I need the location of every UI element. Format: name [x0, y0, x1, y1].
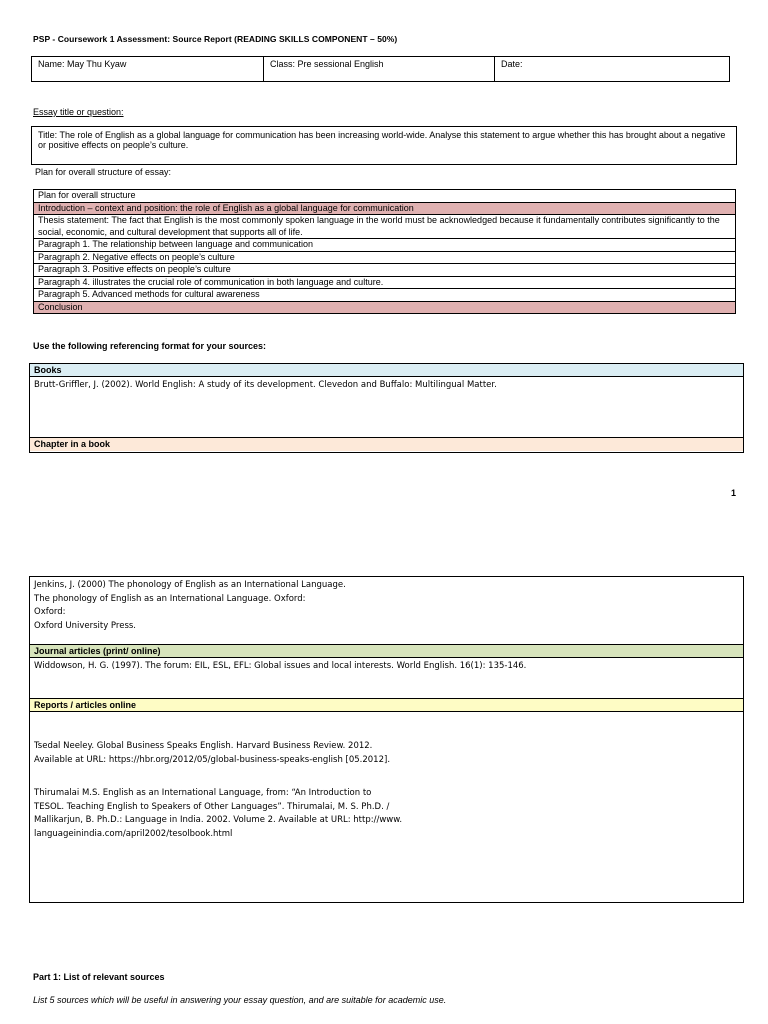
journal-entry: Widdowson, H. G. (1997). The forum: EIL, ESL, EFL: Global issues and local interests. World English. 16(1): 135-146.: [30, 658, 743, 699]
plan-row: [34, 276, 736, 289]
essay-title-box: [31, 126, 737, 165]
plan-cell: Thesis statement: The fact that English is the most commonly spoken language in the world must be acknowledged because it fundamentally contributes significantly to the social, economic, and cultural development that supports all of life.: [34, 215, 736, 239]
plan-row: [34, 239, 736, 252]
books-entry: Brutt-Griffler, J. (2002). World English: A study of its development. Clevedon and Buffalo: Multilingual Matter.: [30, 377, 743, 438]
journal-header: Journal articles (print/ online): [30, 645, 743, 658]
page-number: 1: [731, 488, 737, 498]
plan-row: [34, 264, 736, 277]
plan-row: [34, 251, 736, 264]
chapter-entry: Jenkins, J. (2000) The phonology of English as an International Language. The phonology of English as an International Language. Oxford: Oxford: Oxford University Press.: [30, 577, 743, 645]
part1-description: List 5 sources which will be useful in answering your essay question, and are suitable for academic use.: [33, 995, 447, 1005]
reports-entry-1: Tsedal Neeley. Global Business Speaks English. Harvard Business Review. 2012. Available at URL: https://hbr.org/2012/05/global-business-speaks-english [05.2012].: [34, 741, 391, 765]
books-header: Books: [30, 364, 743, 377]
submission-date: Date:: [501, 59, 523, 69]
chapter-header: Chapter in a book: [30, 438, 743, 451]
plan-row: [34, 289, 736, 302]
plan-row: [34, 301, 736, 314]
plan-cell: Paragraph 1. The relationship between language and communication: [34, 239, 736, 252]
plan-cell: Paragraph 4. illustrates the crucial role of communication in both language and culture.: [34, 276, 736, 289]
plan-cell: Paragraph 2. Negative effects on people’s culture: [34, 251, 736, 264]
plan-cell: Paragraph 3. Positive effects on people’s culture: [34, 264, 736, 277]
plan-cell: Paragraph 5. Advanced methods for cultural awareness: [34, 289, 736, 302]
plan-label: Plan for overall structure of essay:: [35, 167, 172, 177]
reports-entry-2: Thirumalai M.S. English as an International Language, from: “An Introduction to TESOL. Teaching English to Speakers of Other Languages”. Thirumalai, M. S. Ph.D. / Mallikarjun, B. Ph.D.: Language in India. 2002. Volume 2. Available at URL: http://www. languageinindia.com/april2002/tesolbook.html: [34, 788, 403, 839]
plan-table: [33, 189, 736, 314]
essay-title-text: Title: The role of English as a global language for communication has been increasing world-wide. Analyse this statement to argue whether this has brought about a negative or positive effects on people’s culture.: [38, 130, 726, 150]
plan-cell: Conclusion: [34, 301, 736, 314]
essay-title-label: Essay title or question:: [33, 107, 124, 117]
plan-cell: Plan for overall structure: [34, 190, 736, 203]
references-table-page2: [29, 576, 744, 903]
referencing-label: Use the following referencing format for your sources:: [33, 341, 267, 351]
plan-row: [34, 190, 736, 203]
plan-row: [34, 202, 736, 215]
document-title: PSP - Coursework 1 Assessment: Source Report (READING SKILLS COMPONENT – 50%): [33, 34, 398, 44]
references-table-page1: [29, 363, 744, 453]
plan-row: [34, 215, 736, 239]
reports-header: Reports / articles online: [30, 699, 743, 712]
student-class: Class: Pre sessional English: [264, 57, 495, 81]
plan-cell: Introduction – context and position: the role of English as a global language for communication: [34, 202, 736, 215]
part1-title: Part 1: List of relevant sources: [33, 972, 165, 982]
student-name: Name: May Thu Kyaw: [32, 57, 264, 81]
student-info-table: [31, 56, 730, 82]
